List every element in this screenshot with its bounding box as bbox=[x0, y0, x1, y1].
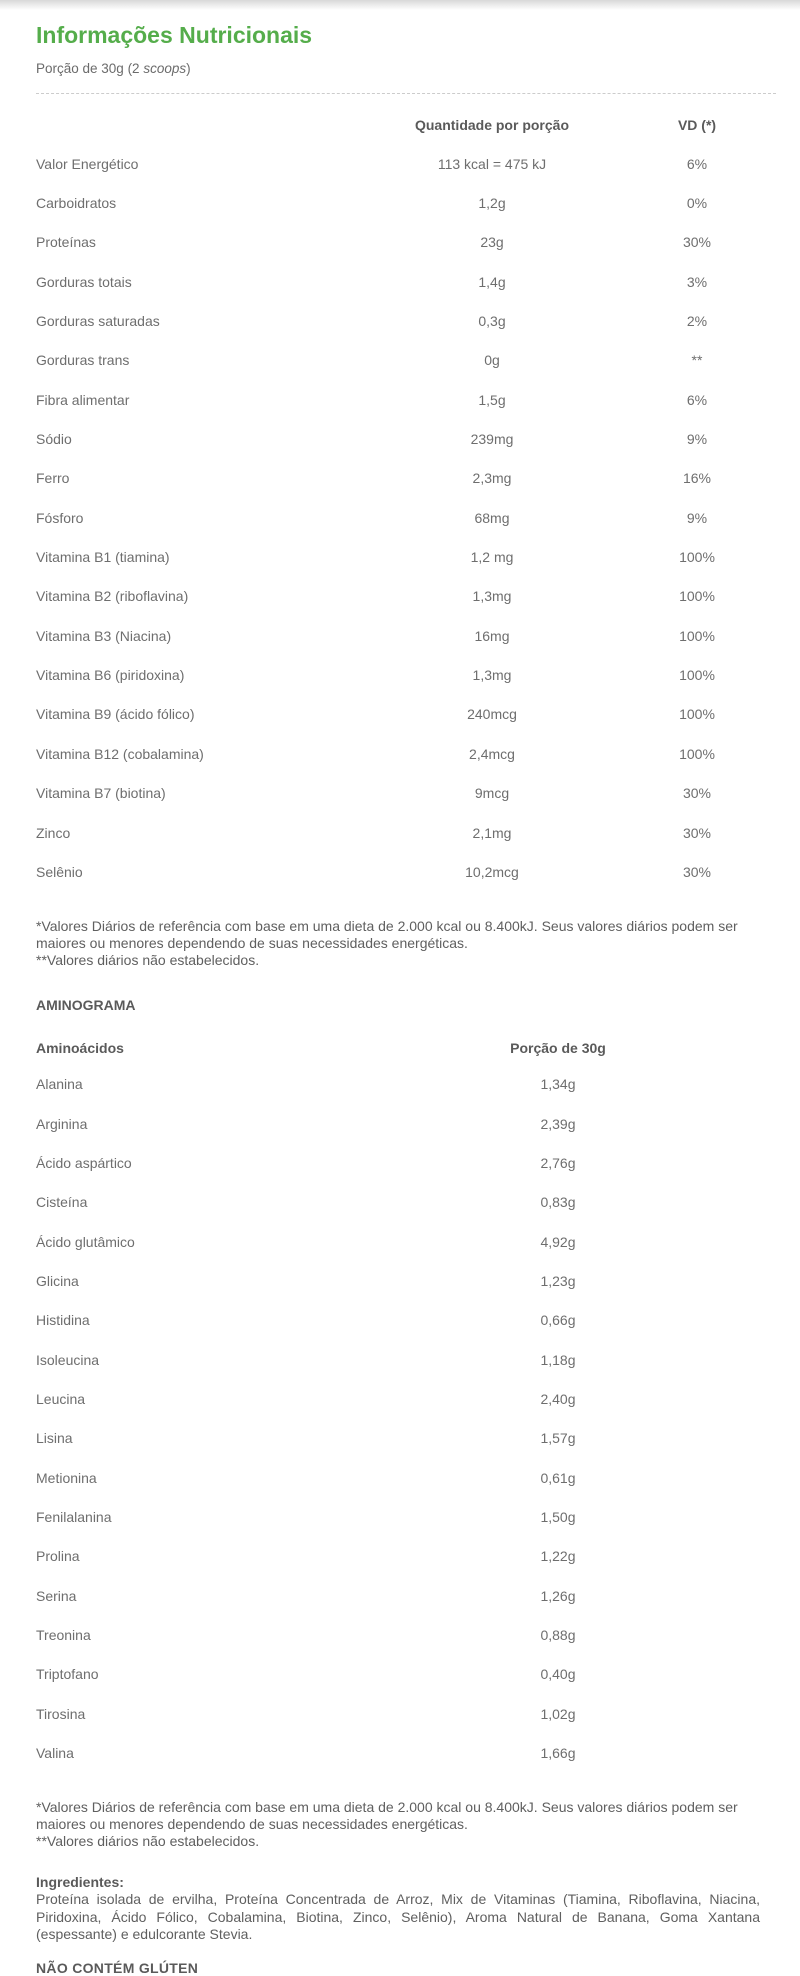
nutrient-quantity: 23g bbox=[480, 234, 504, 251]
aminoacid-label: Cisteína bbox=[36, 1194, 88, 1211]
nutrition-table-row bbox=[36, 341, 776, 380]
nutrient-quantity: 1,3mg bbox=[472, 588, 512, 605]
aminoacid-amount: 1,23g bbox=[540, 1272, 576, 1289]
ingredients-text: Proteína isolada de ervilha, Proteína Concentrada de Arroz, Mix de Vitaminas (Tiamina, Riboflavina, Niacina, Piridoxina, Ácido Fólico, Cobalamina, Biotina, Zinco, Selênio), Aroma Natural de Banana, Goma Xantana (espessante) e edulcorante Stevia. bbox=[36, 1891, 760, 1943]
footnote2-line1: *Valores Diários de referência com base em uma dieta de 2.000 kcal ou 8.400kJ. Seus valores diários podem ser maiores ou menores dependendo de suas necessidades energéticas. bbox=[36, 1798, 738, 1832]
nutrition-table-row bbox=[36, 262, 776, 301]
section-title: Informações Nutricionais bbox=[36, 22, 313, 48]
nutrient-daily-value: 100% bbox=[679, 706, 715, 723]
nutrient-daily-value: 6% bbox=[686, 155, 708, 172]
nutrition-table-row bbox=[36, 655, 776, 694]
nutrient-quantity: 1,3mg bbox=[472, 667, 512, 684]
aminoacid-amount: 0,66g bbox=[540, 1312, 576, 1329]
aminoacids-column-header: Aminoácidos bbox=[36, 1039, 124, 1056]
aminoacid-label: Histidina bbox=[36, 1312, 90, 1329]
nutrient-label: Vitamina B6 (piridoxina) bbox=[36, 667, 185, 684]
nutrient-daily-value: 6% bbox=[686, 391, 708, 408]
nutrition-table-row bbox=[36, 144, 776, 183]
nutrient-label: Proteínas bbox=[36, 234, 96, 251]
nutrient-quantity: 0,3g bbox=[478, 313, 506, 330]
nutrient-daily-value: 0% bbox=[686, 195, 708, 212]
nutrition-table-row bbox=[36, 380, 776, 419]
nutrient-daily-value: ** bbox=[691, 352, 703, 369]
aminoacid-label: Serina bbox=[36, 1587, 77, 1604]
nutrient-quantity: 2,3mg bbox=[472, 470, 512, 487]
nutrition-table-row bbox=[36, 537, 776, 576]
nutrient-label: Fósforo bbox=[36, 509, 84, 526]
nutrient-daily-value: 100% bbox=[679, 627, 715, 644]
aminoacid-amount: 2,39g bbox=[540, 1115, 576, 1132]
aminoacid-amount: 4,92g bbox=[540, 1233, 576, 1250]
aminoacid-amount: 1,02g bbox=[540, 1705, 576, 1722]
aminoacid-amount: 1,50g bbox=[540, 1508, 576, 1525]
aminoacid-amount: 0,83g bbox=[540, 1194, 576, 1211]
nutrient-quantity: 1,5g bbox=[478, 391, 506, 408]
nutrition-table-row bbox=[36, 695, 776, 734]
nutrient-daily-value: 100% bbox=[679, 549, 715, 566]
aminogram-row bbox=[36, 1576, 776, 1615]
nutrient-label: Sódio bbox=[36, 431, 72, 448]
aminoacid-label: Isoleucina bbox=[36, 1351, 100, 1368]
aminoacid-label: Tirosina bbox=[36, 1705, 86, 1722]
daily-values-footnote bbox=[36, 918, 750, 969]
nutrient-quantity: 113 kcal = 475 kJ bbox=[437, 155, 547, 172]
nutrition-table-row bbox=[36, 813, 776, 852]
aminogram-row bbox=[36, 1379, 776, 1418]
aminoacid-label: Arginina bbox=[36, 1115, 88, 1132]
nutrient-quantity: 2,1mg bbox=[472, 824, 512, 841]
aminogram-row bbox=[36, 1419, 776, 1458]
aminogram-row bbox=[36, 1497, 776, 1536]
nutrition-table-row bbox=[36, 183, 776, 222]
aminogram-row bbox=[36, 1301, 776, 1340]
nutrition-table-row bbox=[36, 734, 776, 773]
nutrition-table-row bbox=[36, 459, 776, 498]
nutrient-label: Zinco bbox=[36, 824, 71, 841]
footnote-line2: **Valores diários não estabelecidos. bbox=[36, 951, 260, 968]
aminoacid-label: Valina bbox=[36, 1745, 74, 1762]
nutrient-quantity: 240mcg bbox=[467, 706, 517, 723]
aminogram-title: AMINOGRAMA bbox=[36, 996, 136, 1013]
aminoacid-amount: 1,26g bbox=[540, 1587, 576, 1604]
nutrient-quantity: 239mg bbox=[470, 431, 514, 448]
nutrient-label: Ferro bbox=[36, 470, 70, 487]
nutrient-quantity: 1,2 mg bbox=[470, 549, 514, 566]
aminogram-row bbox=[36, 1261, 776, 1300]
nutrition-table-row bbox=[36, 301, 776, 340]
nutrition-table-row bbox=[36, 223, 776, 262]
aminoacid-label: Triptofano bbox=[36, 1666, 99, 1683]
nutrient-quantity: 1,4g bbox=[478, 273, 506, 290]
aminogram-row bbox=[36, 1655, 776, 1694]
aminoacid-amount: 0,40g bbox=[540, 1666, 576, 1683]
nutrient-label: Carboidratos bbox=[36, 195, 117, 212]
aminoacid-amount: 2,76g bbox=[540, 1154, 576, 1171]
nutrient-label: Valor Energético bbox=[36, 155, 139, 172]
nutrition-table-row bbox=[36, 616, 776, 655]
aminogram-row bbox=[36, 1222, 776, 1261]
aminoacid-amount: 0,61g bbox=[540, 1469, 576, 1486]
aminoacid-amount: 1,57g bbox=[540, 1430, 576, 1447]
aminogram-table bbox=[36, 1035, 776, 1773]
nutrition-table-row bbox=[36, 774, 776, 813]
nutrient-daily-value: 30% bbox=[682, 824, 712, 841]
aminoacid-amount: 1,66g bbox=[540, 1745, 576, 1762]
nutrient-label: Gorduras trans bbox=[36, 352, 130, 369]
aminogram-row bbox=[36, 1065, 776, 1104]
aminogram-row bbox=[36, 1104, 776, 1143]
aminoacid-label: Leucina bbox=[36, 1390, 86, 1407]
nutrient-quantity: 0g bbox=[484, 352, 500, 369]
nutrient-label: Selênio bbox=[36, 863, 83, 880]
ingredients-block bbox=[36, 1874, 760, 1944]
serving-scoops-italic: scoops bbox=[143, 61, 187, 76]
nutrient-label: Gorduras saturadas bbox=[36, 313, 160, 330]
nutrient-daily-value: 100% bbox=[679, 667, 715, 684]
quantity-column-header: Quantidade por porção bbox=[414, 117, 569, 133]
aminogram-table-header bbox=[36, 1035, 776, 1061]
aminogram-row bbox=[36, 1340, 776, 1379]
nutrition-table-header bbox=[36, 112, 776, 138]
aminoacid-label: Treonina bbox=[36, 1627, 91, 1644]
aminoacid-label: Glicina bbox=[36, 1272, 79, 1289]
aminoacid-amount: 1,22g bbox=[540, 1548, 576, 1565]
nutrient-label: Gorduras totais bbox=[36, 273, 132, 290]
nutrient-daily-value: 30% bbox=[682, 234, 712, 251]
vd-column-header: VD (*) bbox=[677, 117, 717, 133]
aminoacid-label: Fenilalanina bbox=[36, 1508, 112, 1525]
ingredients-title: Ingredientes: bbox=[36, 1873, 124, 1890]
nutrient-quantity: 9mcg bbox=[474, 785, 510, 802]
aminogram-row bbox=[36, 1183, 776, 1222]
nutrition-table bbox=[36, 112, 776, 892]
nutrient-label: Vitamina B9 (ácido fólico) bbox=[36, 706, 195, 723]
nutrient-label: Vitamina B2 (riboflavina) bbox=[36, 588, 189, 605]
nutrient-label: Vitamina B1 (tiamina) bbox=[36, 549, 170, 566]
aminoacid-label: Metionina bbox=[36, 1469, 97, 1486]
nutrient-label: Vitamina B3 (Niacina) bbox=[36, 627, 172, 644]
footnote-line1: *Valores Diários de referência com base em uma dieta de 2.000 kcal ou 8.400kJ. Seus valores diários podem ser maiores ou menores dependendo de suas necessidades energéticas. bbox=[36, 917, 738, 951]
nutrient-quantity: 2,4mcg bbox=[469, 745, 515, 762]
aminogram-row bbox=[36, 1733, 776, 1772]
aminogram-row bbox=[36, 1615, 776, 1654]
aminogram-row bbox=[36, 1537, 776, 1576]
aminoacid-label: Lisina bbox=[36, 1430, 73, 1447]
nutrient-daily-value: 30% bbox=[682, 863, 712, 880]
nutrition-table-row bbox=[36, 498, 776, 537]
nutrient-daily-value: 2% bbox=[686, 313, 708, 330]
gluten-free-notice: NÃO CONTÉM GLÚTEN bbox=[36, 1959, 199, 1976]
nutrition-table-row bbox=[36, 852, 776, 891]
aminoacid-amount: 1,34g bbox=[540, 1076, 576, 1093]
nutrient-label: Fibra alimentar bbox=[36, 391, 130, 408]
serving-text: Porção de 30g (2 bbox=[36, 61, 144, 76]
nutrient-daily-value: 9% bbox=[686, 509, 708, 526]
footnote2-line2: **Valores diários não estabelecidos. bbox=[36, 1832, 260, 1849]
aminogram-row bbox=[36, 1143, 776, 1182]
nutrition-table-body bbox=[36, 144, 776, 892]
nutrient-daily-value: 9% bbox=[686, 431, 708, 448]
nutrition-table-row bbox=[36, 577, 776, 616]
aminoacid-label: Prolina bbox=[36, 1548, 80, 1565]
aminogram-row bbox=[36, 1458, 776, 1497]
nutrient-daily-value: 100% bbox=[679, 588, 715, 605]
aminoacid-amount: 0,88g bbox=[540, 1627, 576, 1644]
nutrient-daily-value: 16% bbox=[682, 470, 712, 487]
top-page-edge bbox=[0, 0, 800, 10]
nutrition-info-section bbox=[0, 22, 800, 1976]
nutrient-quantity: 16mg bbox=[474, 627, 510, 644]
serving-size-line bbox=[36, 61, 776, 76]
nutrient-quantity: 68mg bbox=[474, 509, 510, 526]
nutrient-daily-value: 100% bbox=[679, 745, 715, 762]
serving-suffix: ) bbox=[186, 61, 191, 76]
nutrient-label: Vitamina B7 (biotina) bbox=[36, 785, 166, 802]
aminoacid-amount: 1,18g bbox=[540, 1351, 576, 1368]
nutrient-quantity: 1,2g bbox=[478, 195, 506, 212]
portion-column-header: Porção de 30g bbox=[510, 1039, 606, 1056]
daily-values-footnote-2 bbox=[36, 1799, 750, 1850]
aminoacid-label: Ácido glutâmico bbox=[36, 1233, 135, 1250]
nutrient-quantity: 10,2mcg bbox=[465, 863, 519, 880]
nutrient-label: Vitamina B12 (cobalamina) bbox=[36, 745, 204, 762]
aminoacid-label: Ácido aspártico bbox=[36, 1154, 132, 1171]
aminoacid-label: Alanina bbox=[36, 1076, 83, 1093]
aminoacid-amount: 2,40g bbox=[540, 1390, 576, 1407]
nutrition-table-row bbox=[36, 419, 776, 458]
nutrient-daily-value: 30% bbox=[682, 785, 712, 802]
nutrient-daily-value: 3% bbox=[686, 273, 708, 290]
section-divider bbox=[36, 93, 776, 94]
aminogram-row bbox=[36, 1694, 776, 1733]
aminogram-table-body bbox=[36, 1065, 776, 1773]
